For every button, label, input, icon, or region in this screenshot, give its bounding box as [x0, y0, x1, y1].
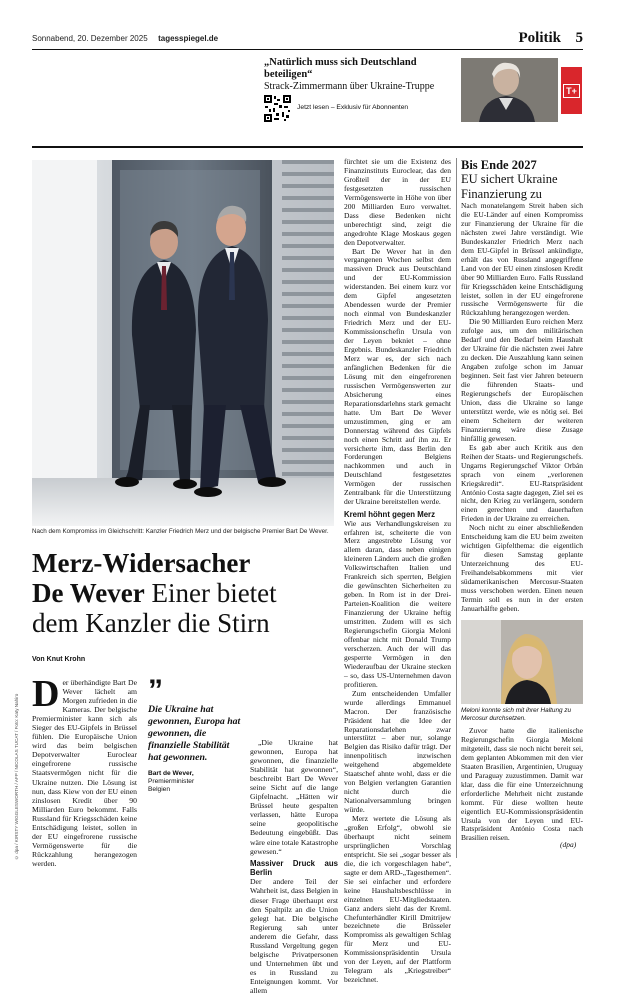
main-photo [32, 160, 334, 526]
sidebar-p3: Es gab aber auch Kritik aus den Reihen der Staats- und Regierungschefs. Ungarns Regierungschef Viktor Orbán sprach von einem „verlorenen Kriegskredit“. EU-Ratspräsident António Costa sagte dagegen, Ziel sei es nicht, den Krieg zu verlängern, sondern einen gerechten und dauerhaften Frieden in der Ukraine zu erreichen. [461, 442, 583, 524]
headline-line3: dem Kanzler die Stirn [32, 608, 270, 638]
article-col4-p5: Merz wertete die Lösung als „großen Erfolg“, obwohl sie überhaupt nicht seinem ursprünglichen Vorschlag entspricht. Sie sei „sogar besser als die, die ich vorgeschlagen habe“, sagte er dem ARD-„Tagesthemen“. Sie sei einfacher und erfordere keine Haushaltsbeschlüsse in einzelnen EU-Mitgliedstaaten. Ganz anders sieht das der Kreml. Chefunterhändler Kirill Dmitrijew bezeichnete die Brüsseler Kompromiss als gewaltigen Schlag für Merz und EU-Kommissionspräsidentin Ursula von der Leyen, auf der Plattform Telegram als „Kriegstreiber“ bezeichnet. [344, 814, 451, 985]
sidebar-divider [456, 158, 457, 858]
byline: Von Knut Krohn [32, 656, 86, 663]
headline-line2 [32, 578, 342, 608]
section-name: Politik [518, 30, 561, 46]
main-photo-caption: Nach dem Kompromiss im Gleichschritt: Kanzler Friedrich Merz und der belgische Premier Bart De Wever. [32, 528, 329, 535]
sidebar-photo [461, 620, 583, 704]
sidebar-kicker: Bis Ende 2027 [461, 158, 537, 172]
plus-badge[interactable] [561, 67, 582, 114]
promo-rule [32, 146, 583, 148]
article-col3-p1: „Die Ukraine hat gewonnen, Europa hat gewonnen, die finanzielle Stabilität hat gewonnen“, beschreibt Bart De Wever seine Sicht auf die lange Gipfelnacht. „Hätten wir Brüssel heute gespalten verlassen, hätte Europa seine geopolitische Bedeutung eingebüßt. Das wäre eine totale Katastrophe gewesen.“ [250, 738, 338, 856]
article-col3-subhead: Massiver Druck aus Berlin [250, 858, 338, 878]
header-rule [32, 49, 583, 50]
headline-bold: De Wever [32, 578, 145, 608]
sidebar-p4: Noch nicht zu einer abschließenden Entscheidung kam die EU beim zweiten wichtigen Gipfelthema: die eigentlich für diesen Samstag geplante Unterzeichnung des EU-Freihandelsabkommens mit vier südamerikanischen Mercosur-Staaten muss verschoben werden. Einen neuen Termin soll es nun in der ersten Januarhälfte geben. [461, 523, 583, 613]
sidebar-headline: EU sichert Ukraine Finanzierung zu [461, 172, 558, 201]
sidebar-head [461, 158, 583, 201]
pullquote-text: Die Ukraine hat gewonnen, Europa hat gewonnen, die finanzielle Stabilität hat gewonnen. [148, 704, 241, 763]
sidebar-p1: Nach monatelangem Streit haben sich die EU-Länder auf einen Kompromiss zur Finanzierung der Ukraine für die nächsten zwei Jahre verständigt. Wie Bundeskanzler Friedrich Merz nach dem EU-Gipfel in Brüssel ankündigte, erhält das von Russland angegriffene Land von der EU einen zinslosen Kredit über 90 Milliarden Euro. Falls Russland für Kriegsschäden keine Entschädigung leistet, sollen in der EU eingefrorene russische Vermögenswerte für die Rückzahlung herangezogen werden. [461, 201, 583, 318]
plus-badge-label: T+ [563, 84, 580, 98]
article-col4-p4: Zum entscheidenden Umfaller wurde allerdings Emmanuel Macron. Der französische Präsident hat die Idee der Reparationsdarlehen zwar unterstützt – aber nur, solange Belgien das Risiko dafür trägt. Der innenpolitisch inzwischen weitgehend abgemeldete Staatschef ahnte wohl, dass er die von Belgien verlangten Garantien nicht durch die Nationalversammlung bringen würde. [344, 688, 451, 815]
article-col1-text: er überhändigte Bart De Wever lächelt am Morgen zufrieden in die Kameras. Der belgische Premierminister kann sich als Sieger des EU-Gipfels in Brüssel fühlen. Die Europäische Union wird das beim belgischen Depotverwalter Euroclear eingefrorene russische Staatsvermögen nicht für die Ukraine nutzen. Die Lösung ist nun, dass Kiew von der EU einen zinslosen Kredit über 90 Milliarden Euro bekommt. Falls Russland für Kriegsschäden keine Entschädigung leistet, sollen in der EU eingefrorene russische Vermögenswerte für die Rückzahlung herangezogen werden. [32, 678, 137, 868]
article-col4-p3: Wie aus Verhandlungskreisen zu erfahren ist, scheiterte die von Merz angestrebte Lösung vor allem daran, dass neben einigen kleineren Ländern auch die großen Volkswirtschaften Italien und Frankreich sich sperrten, Belgien die gewünschten Sicherheiten zu geben. In Rom ist in der Drei-Parteien-Koalition die weitere Finanzierung der Ukraine heftig umstritten. Zudem will es sich Regierungschefin Giorgia Meloni offenbar nicht mit Donald Trump verscherzen. Auch der will das gesperrte Vermögen in den Wiederaufbau der Ukraine stecken – so, dass US-Unternehmen davon profitieren. [344, 518, 451, 689]
sidebar-body-2 [461, 727, 583, 858]
pullquote-author: Bart de Wever, [148, 770, 194, 777]
col-gap [340, 160, 341, 860]
quote-mark-icon: ” [148, 674, 163, 707]
drop-cap: D [32, 673, 60, 715]
promo-portrait-photo [461, 58, 558, 122]
section-label [518, 30, 583, 47]
header-date: Sonnabend, 20. Dezember 2025 [32, 34, 148, 43]
article-headline [32, 548, 342, 638]
promo-quote: „Natürlich muss sich Deutschland beteiligen“ [264, 57, 417, 80]
promo-teaser[interactable] [264, 57, 454, 111]
sidebar-p5: Zuvor hatte die italienische Regierungschefin Giorgia Meloni mitgeteilt, dass sie noch nicht bereit sei, dem geplanten Abkommen mit den vier Staaten Brasilien, Argentinien, Uruguay und Paraguay zuzustimmen. Damit war klar, dass die für eine Unterzeichnung erforderliche Mehrheit nicht zustande kommt. Für diese wollten heute eigentlich EU-Kommissionspräsidentin Ursula von der Leyen und EU-Ratspräsident António Costa nach Brasilien reisen. [461, 726, 583, 843]
article-col4-p2: Bart De Wever hat in den vergangenen Wochen selbst dem massiven Druck aus Deutschland und der EU-Kommission widerstanden. Bei einem kurz vor dem Gipfel angesetzten Abendessen wurde der Premier noch einmal von Bundeskanzler Friedrich Merz und der EU-Kommissionschefin Ursula von der Leyen bekniet – ohne Ergebnis. Bundeskanzler Friedrich Merz war es, der sich nach anfänglichen Bedenken für die Lösung mit den eingefrorenen russischen Vermögenswerten zur Absicherung eines Reparationsdarlehns stark gemacht hatte. Um Bart De Wever umzustimmen, ging er am Donnerstag während des Gipfels noch einen Schritt auf ihn zu. Er versicherte ihm, dass Berlin den Forderungen Belgiens nachkommen und auch in Deutschland festgesetztes Vermögen der russischen Zentralbank für die Unterstützung der Ukraine bereitstellen werde. [344, 246, 451, 507]
article-col3 [250, 738, 338, 995]
headline-rest: Einer bietet [144, 578, 277, 608]
article-col1 [32, 673, 137, 868]
sidebar-source: (dpa) [560, 840, 577, 849]
article-col4-p1: fürchtet sie um die Existenz des Finanzinstituts Euroclear, das den Großteil der in der EU festgesetzten russischen Vermögenswerte in Höhe von über 200 Milliarden Euro verwaltet. Dass diese Bedenken nicht unberechtigt sind, zeigt die angedrohte Klage Moskaus gegen den Depotverwalter. [344, 157, 451, 247]
header-date-site [32, 34, 218, 43]
qr-code-icon[interactable] [264, 95, 291, 122]
promo-subline: Strack-Zimmermann über Ukraine-Truppe [264, 81, 435, 92]
sidebar-photo-caption: Meloni konnte sich mit ihrer Haltung zu Mercosur durchsetzen. [461, 707, 572, 722]
sidebar-p2: Die 90 Milliarden Euro reichen Merz zufolge aus, um den militärischen Bedarf und den Bedarf beim Haushalt der Ukraine für die nächsten zwei Jahre zu decken. Die Auszahlung kann seinen Angaben zufolge schon im Januar beginnen. Seit fast vier Jahren beteuern die führenden Staats- und Regierungschefs der Europäischen Union, dass die Ukraine so lange unterstützt werde, wie es nötig sei. Bei einem Scheitern der weiteren Finanzierung wäre diese Zusage hinfällig gewesen. [461, 317, 583, 443]
article-col3-p2: Der andere Teil der Wahrheit ist, dass Belgien in dieser Frage überhaupt erst den Spaltpilz an die Union gelegt hat. Die belgische Regierung sah unter anderem die Gefahr, dass Russland Vergeltung gegen belgische Privatpersonen und Unternehmen übt und es in Russland zu Enteignungen kommt. Vor allem [250, 877, 338, 995]
headline-line1: Merz-Widersacher [32, 548, 251, 578]
article-col4 [344, 157, 451, 985]
pullquote-role: Premierminister Belgien [148, 778, 195, 793]
sidebar-body [461, 202, 583, 616]
pullquote [148, 674, 242, 794]
photo-credit: © dpa / KIRSTY WIGGLESWORTH / AFP / NICOLAS TUCAT / Foto: Katy Nahiro [14, 693, 19, 860]
pullquote-author-block [148, 770, 242, 794]
header-site[interactable]: tagesspiegel.de [158, 34, 219, 43]
page-number: 5 [575, 30, 583, 46]
article-col4-subhead: Kreml höhnt gegen Merz [344, 510, 435, 520]
promo-cta[interactable]: Jetzt lesen – Exklusiv für Abonnenten [297, 104, 409, 111]
